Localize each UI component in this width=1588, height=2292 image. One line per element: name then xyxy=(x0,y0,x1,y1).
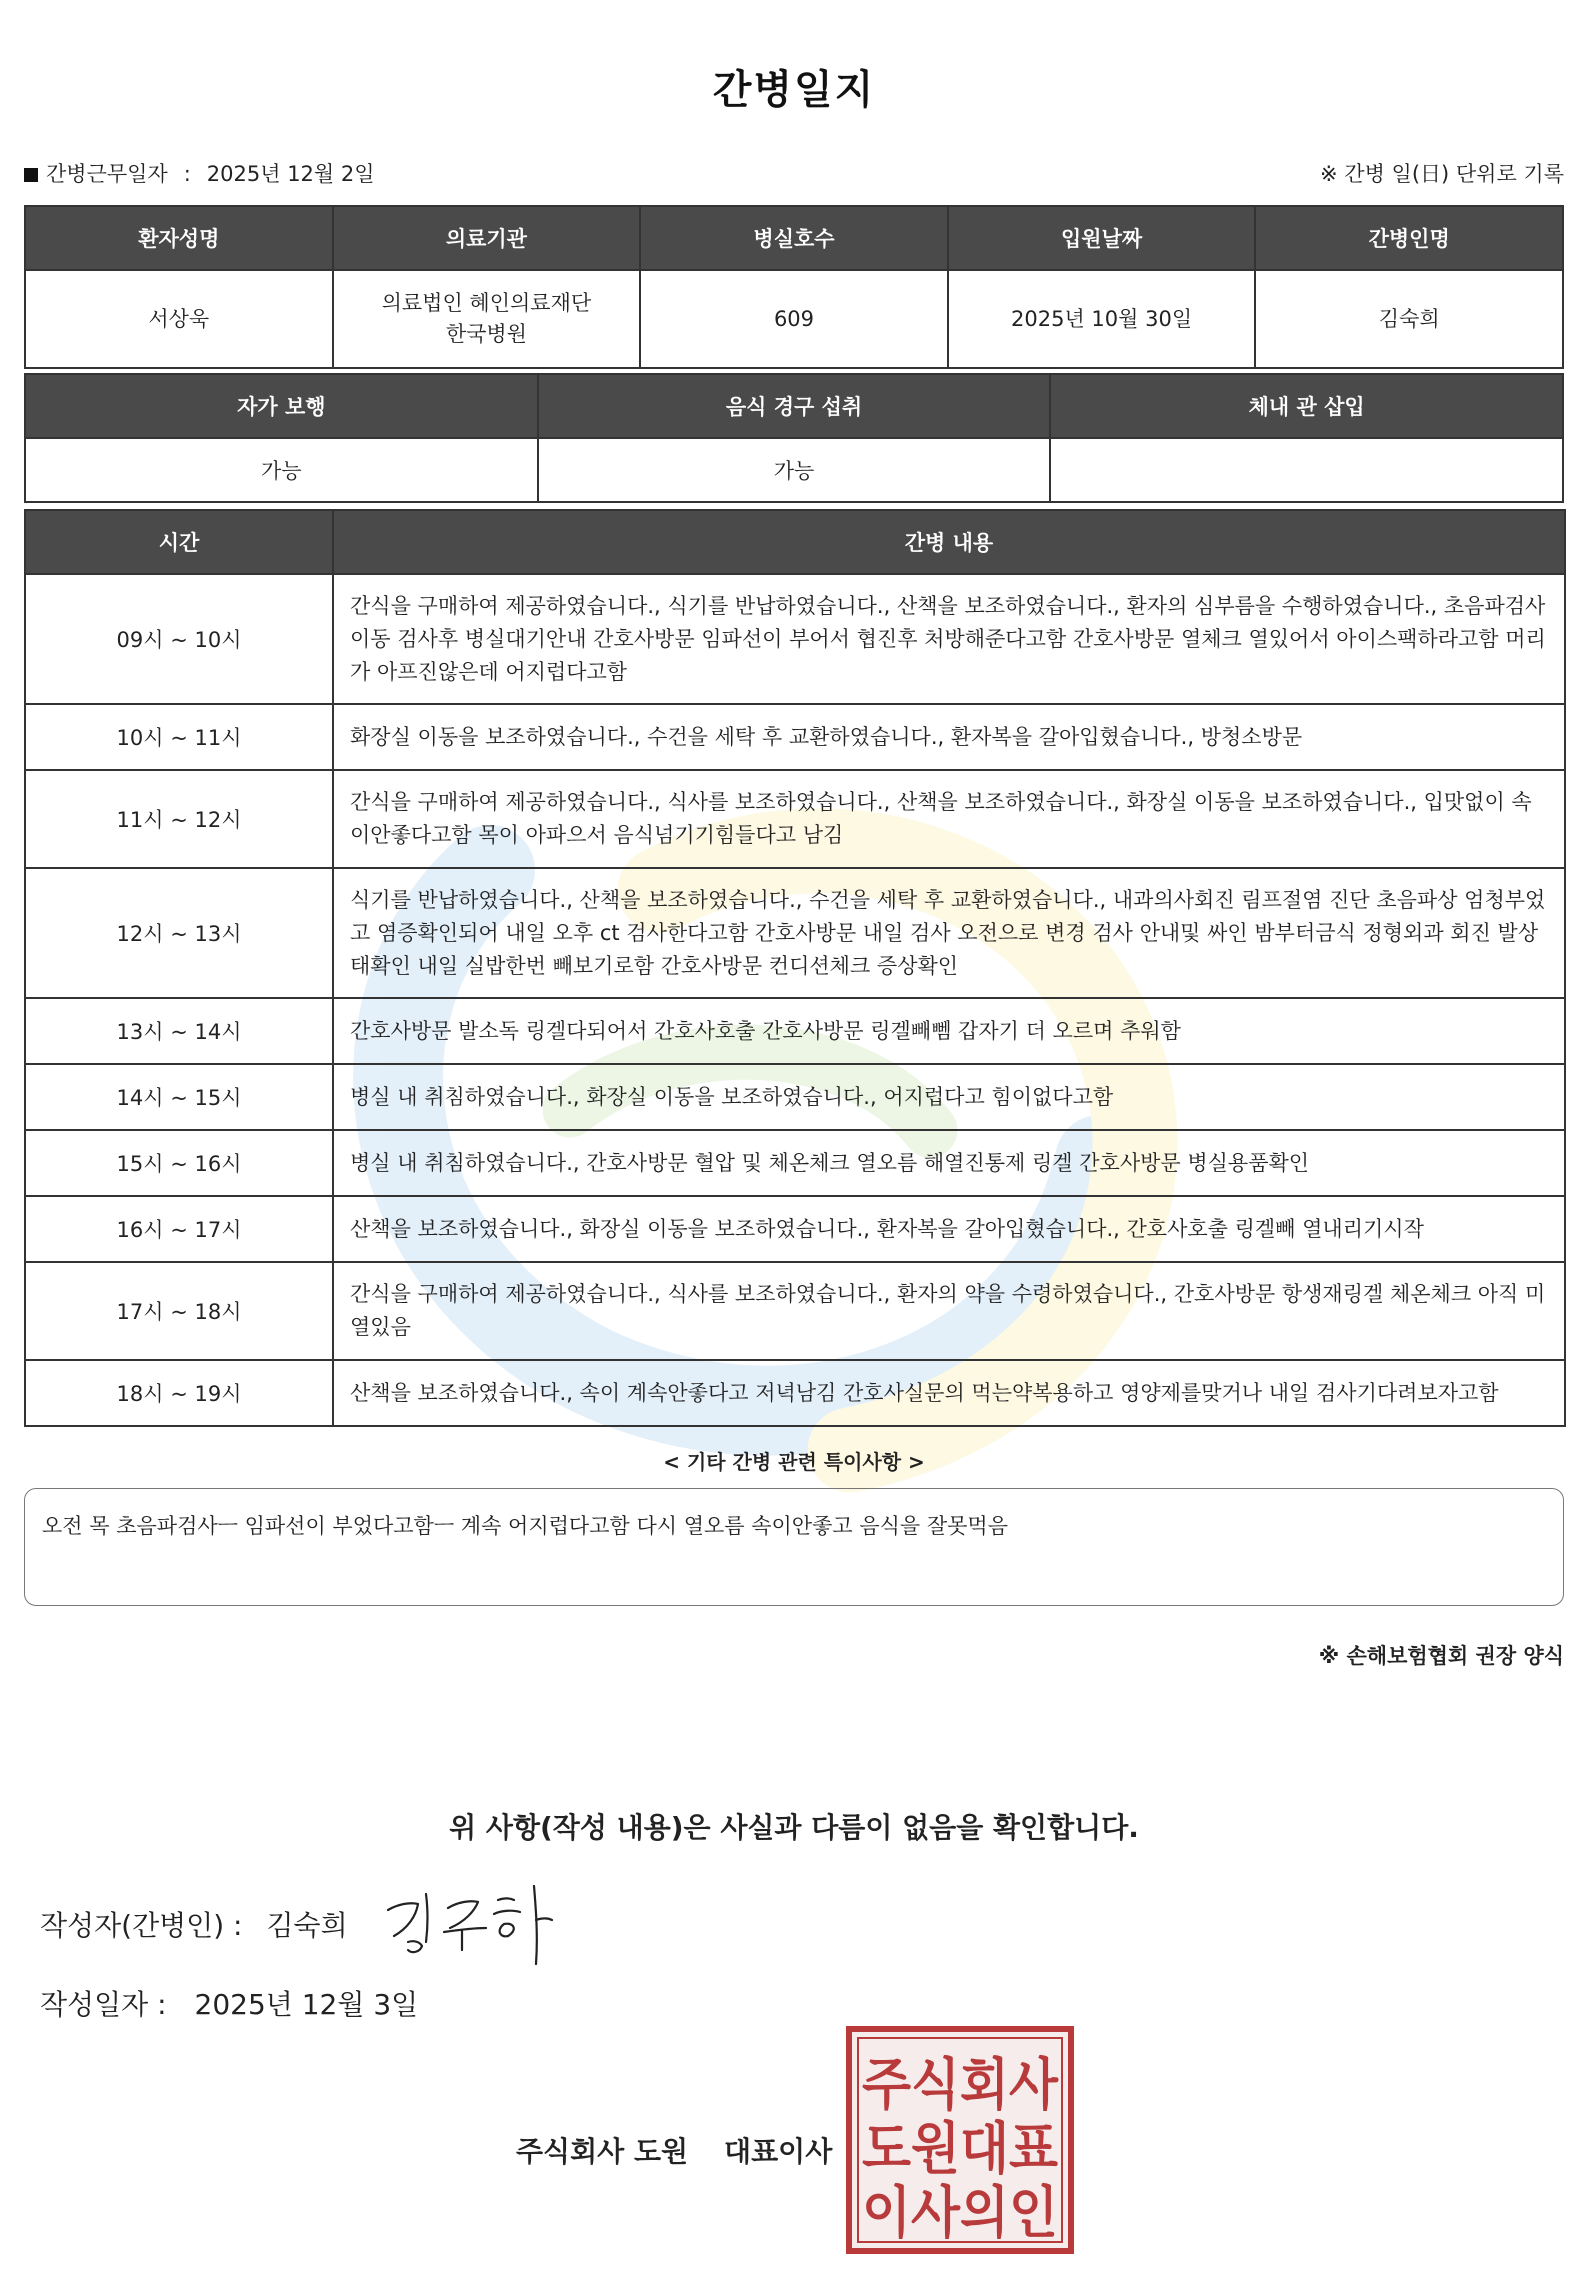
log-time: 10시 ~ 11시 xyxy=(25,704,333,770)
company-name: 주식회사 도원 xyxy=(516,2135,689,2168)
log-content: 식기를 반납하였습니다., 산책을 보조하였습니다., 수건을 세탁 후 교환하였습니다., 내과의사회진 림프절염 진단 초음파상 엄청부었고 염증확인되어 내일 오후 ct 검사한다고함 간호사방문 내일 검사 오전으로 변경 검사 안내및 싸인 밤부터금식 정형외과 회진 발상태확인 내일 실밥한번 빼보기로함 간호사방문 컨디션체크 증상확인 xyxy=(333,868,1565,998)
header-care-content: 간병 내용 xyxy=(333,510,1565,574)
table-row xyxy=(25,1360,1565,1426)
patient-info-header-row xyxy=(25,206,1563,270)
oral-intake-status: 가능 xyxy=(538,438,1051,502)
unit-note: ※ 간병 일(日) 단위로 기록 xyxy=(1320,162,1564,186)
log-content: 간식을 구매하여 제공하였습니다., 식사를 보조하였습니다., 환자의 약을 수령하였습니다., 간호사방문 항생재링겔 체온체크 아직 미열있음 xyxy=(333,1262,1565,1360)
company-title: 대표이사 xyxy=(724,2135,833,2168)
log-time: 09시 ~ 10시 xyxy=(25,574,333,704)
page-title: 간병일지 xyxy=(712,67,876,113)
table-row xyxy=(25,998,1565,1064)
notes-text: 오전 목 초음파검사ㅡ 임파선이 부었다고함ㅡ 계속 어지럽다고함 다시 열오름 속이안좋고 음식을 잘못먹음 xyxy=(42,1514,1009,1538)
patient-info-value-row xyxy=(25,270,1563,368)
log-time: 14시 ~ 15시 xyxy=(25,1064,333,1130)
handwritten-signature xyxy=(378,1880,558,1970)
log-content: 화장실 이동을 보조하였습니다., 수건을 세탁 후 교환하였습니다., 환자복을 갈아입혔습니다., 방청소방문 xyxy=(333,704,1565,770)
care-log-header-row xyxy=(25,510,1565,574)
notes-title: < 기타 간병 관련 특이사항 > xyxy=(663,1450,925,1474)
table-row xyxy=(25,1130,1565,1196)
log-content: 간호사방문 발소독 링겔다되어서 간호사호출 간호사방문 링겔빼뻼 갑자기 더 오르며 추워함 xyxy=(333,998,1565,1064)
hospital-name: 의료법인 혜인의료재단 한국병원 xyxy=(333,270,641,368)
header-time: 시간 xyxy=(25,510,333,574)
header-tube: 체내 관 삽입 xyxy=(1050,374,1563,438)
header-oral-intake: 음식 경구 섭취 xyxy=(538,374,1051,438)
form-footnote: ※ 손해보험협회 권장 양식 xyxy=(1318,1644,1564,1668)
table-row xyxy=(25,1262,1565,1360)
written-date-value: 2025년 12월 3일 xyxy=(194,1988,419,2021)
header-admission-date: 입원날짜 xyxy=(948,206,1256,270)
log-time: 13시 ~ 14시 xyxy=(25,998,333,1064)
log-content: 산책을 보조하였습니다., 속이 계속안좋다고 저녁남김 간호사실문의 먹는약복용하고 영양제를맞거나 내일 검사기다려보자고함 xyxy=(333,1360,1565,1426)
tube-status xyxy=(1050,438,1563,502)
status-header-row xyxy=(25,374,1563,438)
header-hospital: 의료기관 xyxy=(333,206,641,270)
written-date-line xyxy=(40,1983,418,2023)
author-name: 김숙희 xyxy=(266,1909,348,1942)
table-row xyxy=(25,868,1565,998)
log-time: 16시 ~ 17시 xyxy=(25,1196,333,1262)
log-content: 간식을 구매하여 제공하였습니다., 식사를 보조하였습니다., 산책을 보조하였습니다., 화장실 이동을 보조하였습니다., 입맛없이 속이안좋다고함 목이 아파으서 음식넘기기힘들다고 남김 xyxy=(333,770,1565,868)
log-content: 병실 내 취침하였습니다., 화장실 이동을 보조하였습니다., 어지럽다고 힘이없다고함 xyxy=(333,1064,1565,1130)
admission-date: 2025년 10월 30일 xyxy=(948,270,1256,368)
company-seal-stamp xyxy=(846,2026,1074,2254)
svg-text:이사의인: 이사의인 xyxy=(862,2181,1058,2246)
company-line xyxy=(516,2130,832,2170)
log-time: 11시 ~ 12시 xyxy=(25,770,333,868)
square-bullet-icon xyxy=(24,168,38,182)
patient-info-table xyxy=(24,205,1564,369)
header-caregiver: 간병인명 xyxy=(1255,206,1563,270)
work-date-value: 2025년 12월 2일 xyxy=(206,162,375,186)
work-date-colon: : xyxy=(183,162,191,186)
notes-box xyxy=(24,1488,1564,1606)
table-row xyxy=(25,574,1565,704)
care-log-table xyxy=(24,509,1566,1427)
status-value-row xyxy=(25,438,1563,502)
work-date xyxy=(24,158,375,188)
author-line xyxy=(40,1904,348,1944)
author-label: 작성자(간병인) : xyxy=(40,1909,243,1942)
log-time: 15시 ~ 16시 xyxy=(25,1130,333,1196)
written-date-label: 작성일자 : xyxy=(40,1988,167,2021)
header-patient-name: 환자성명 xyxy=(25,206,333,270)
log-content: 산책을 보조하였습니다., 화장실 이동을 보조하였습니다., 환자복을 갈아입혔습니다., 간호사호출 링겔빼 열내리기시작 xyxy=(333,1196,1565,1262)
log-time: 18시 ~ 19시 xyxy=(25,1360,333,1426)
work-date-label: 간병근무일자 xyxy=(46,162,168,186)
header-room: 병실호수 xyxy=(640,206,948,270)
walking-status: 가능 xyxy=(25,438,538,502)
confirmation-statement: 위 사항(작성 내용)은 사실과 다름이 없음을 확인합니다. xyxy=(449,1811,1139,1844)
table-row xyxy=(25,1196,1565,1262)
log-content: 병실 내 취침하였습니다., 간호사방문 혈압 및 체온체크 열오름 해열진통제 링겔 간호사방문 병실용품확인 xyxy=(333,1130,1565,1196)
log-time: 17시 ~ 18시 xyxy=(25,1262,333,1360)
patient-name: 서상욱 xyxy=(25,270,333,368)
table-row xyxy=(25,770,1565,868)
table-row xyxy=(25,704,1565,770)
svg-text:도원대표: 도원대표 xyxy=(862,2117,1058,2182)
log-content: 간식을 구매하여 제공하였습니다., 식기를 반납하였습니다., 산책을 보조하였습니다., 환자의 심부름을 수행하였습니다., 초음파검사이동 검사후 병실대기안내 간호사방문 임파선이 부어서 협진후 처방해준다고함 간호사방문 열체크 열있어서 아이스팩하라고함 머리가 아프진않은데 어지럽다고함 xyxy=(333,574,1565,704)
status-table xyxy=(24,373,1564,503)
log-time: 12시 ~ 13시 xyxy=(25,868,333,998)
room-number: 609 xyxy=(640,270,948,368)
header-walking: 자가 보행 xyxy=(25,374,538,438)
caregiver-name: 김숙희 xyxy=(1255,270,1563,368)
table-row xyxy=(25,1064,1565,1130)
svg-text:주식회사: 주식회사 xyxy=(862,2053,1059,2118)
